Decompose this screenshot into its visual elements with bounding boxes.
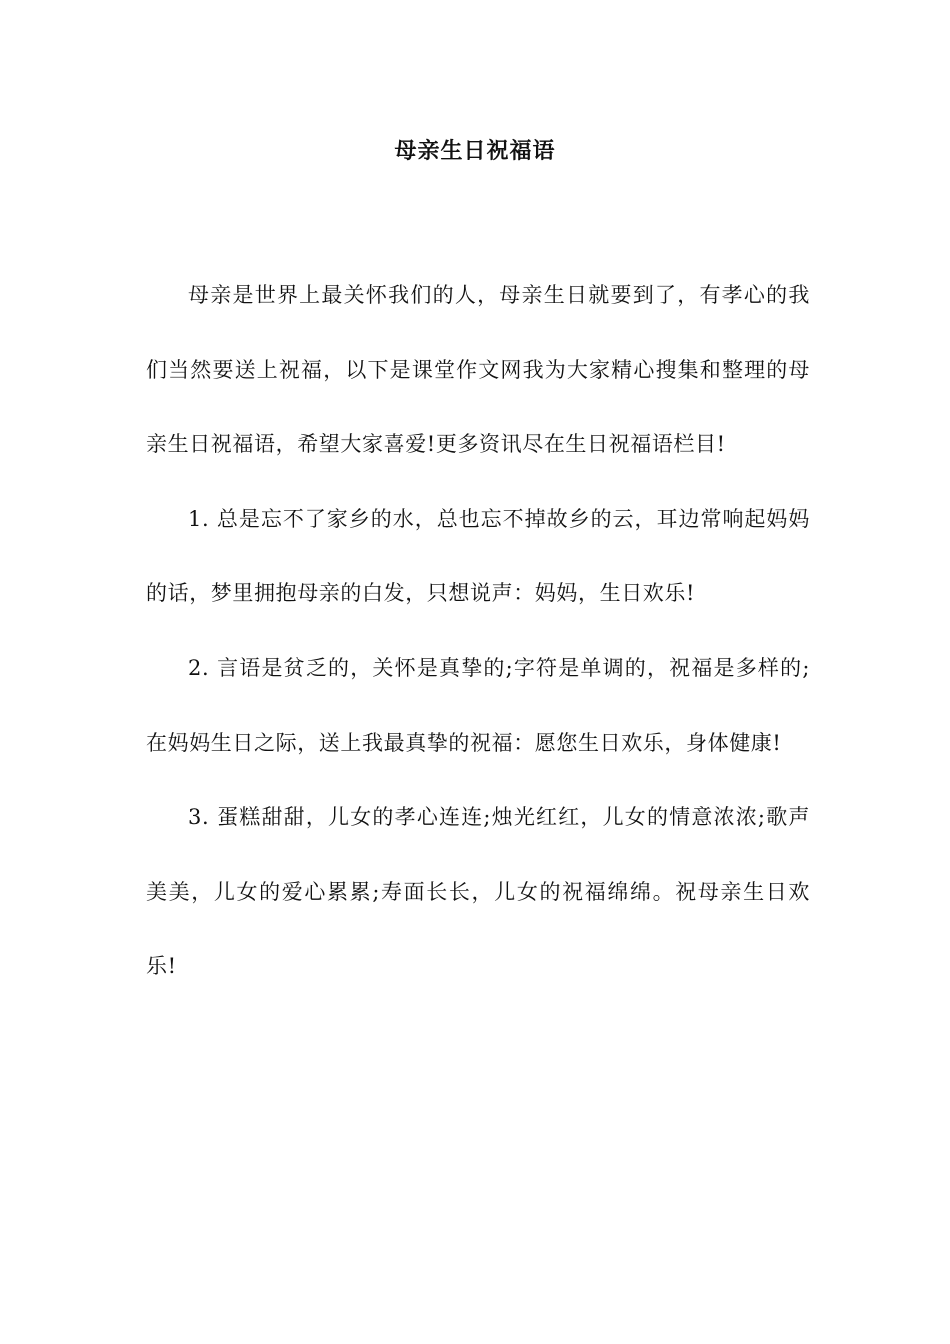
blessing-paragraph-2: 2. 言语是贫乏的，关怀是真挚的;字符是单调的，祝福是多样的;在妈妈生日之际，送上我最真挚的祝福：愿您生日欢乐，身体健康!: [146, 655, 810, 755]
document-body: [146, 258, 810, 1004]
blessing-paragraph-1: 1. 总是忘不了家乡的水，总也忘不掉故乡的云，耳边常响起妈妈的话，梦里拥抱母亲的白发，只想说声：妈妈，生日欢乐!: [146, 506, 810, 606]
intro-paragraph: 母亲是世界上最关怀我们的人，母亲生日就要到了，有孝心的我们当然要送上祝福，以下是课堂作文网我为大家精心搜集和整理的母亲生日祝福语，希望大家喜爱!更多资讯尽在生日祝福语栏目!: [146, 283, 810, 457]
document-title: 母亲生日祝福语: [394, 138, 556, 164]
blessing-paragraph-3: 3. 蛋糕甜甜，儿女的孝心连连;烛光红红，儿女的情意浓浓;歌声美美，儿女的爱心累累;寿面长长，儿女的祝福绵绵。祝母亲生日欢乐!: [146, 805, 810, 979]
